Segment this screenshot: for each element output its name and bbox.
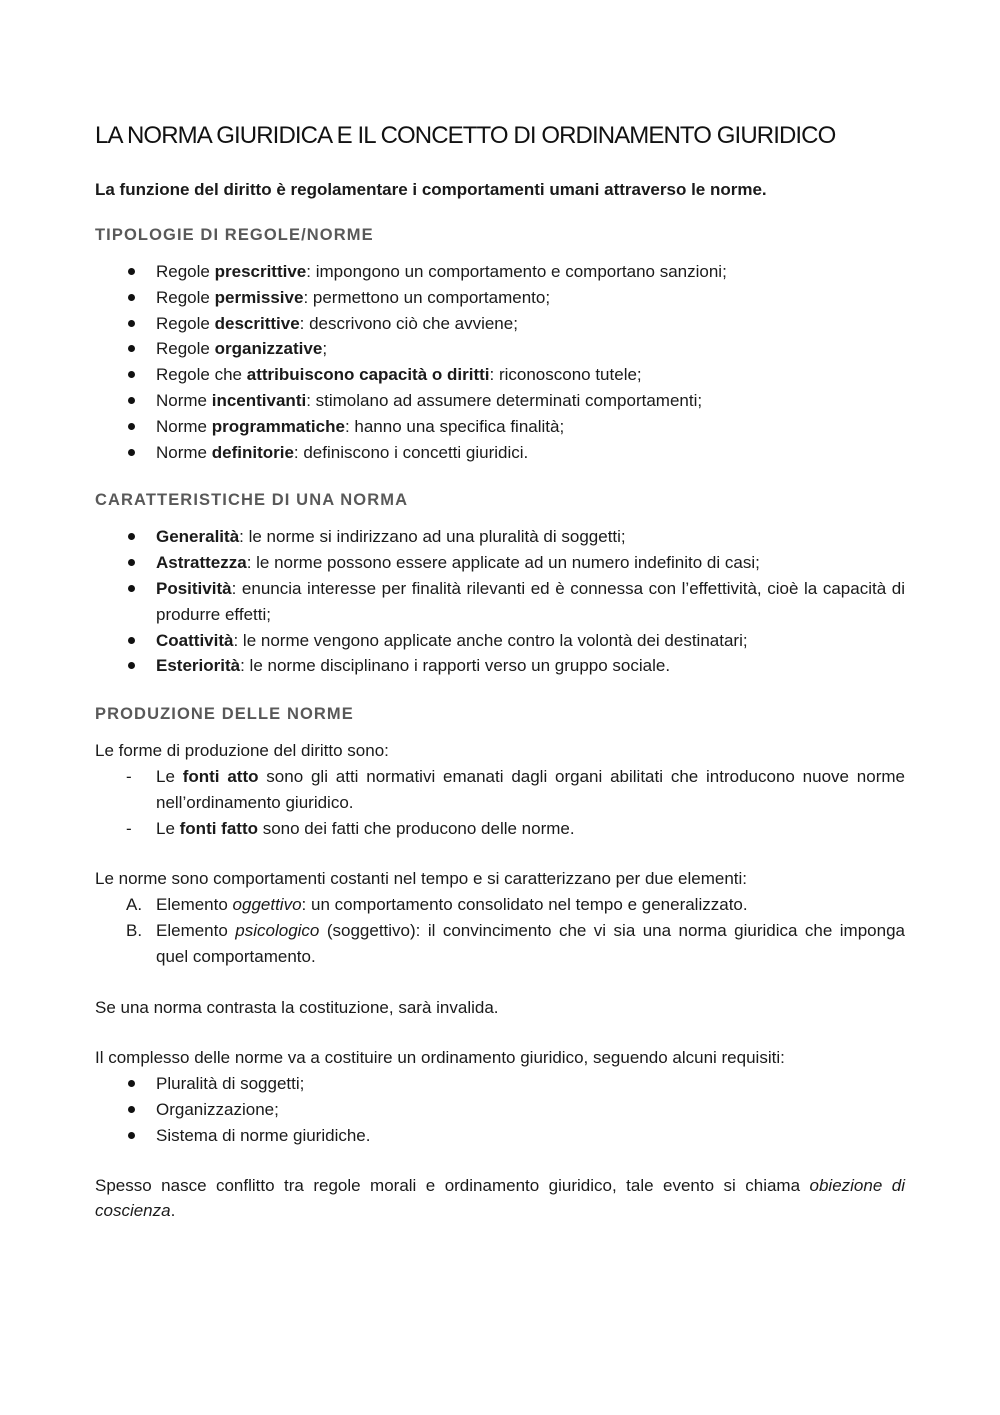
list-item: - Le fonti fatto sono dei fatti che producono delle norme. <box>95 816 905 842</box>
spacer <box>95 841 905 866</box>
caratteristiche-list <box>95 524 905 679</box>
section-heading-produzione: PRODUZIONE DELLE NORME <box>95 705 354 724</box>
customs-lead: Le norme sono comportamenti costanti nel tempo e si caratterizzano per due elementi: <box>95 869 748 889</box>
bullet-icon <box>128 1080 135 1087</box>
list-item: Regole descrittive: descrivono ciò che avviene; <box>95 311 905 337</box>
list-item: Sistema di norme giuridiche. <box>95 1123 905 1149</box>
list-item: Norme incentivanti: stimolano ad assumere determinati comportamenti; <box>95 388 905 414</box>
spacer <box>95 1020 905 1045</box>
dash-marker: - <box>126 766 132 786</box>
section-heading-caratteristiche: CARATTERISTICHE DI UNA NORMA <box>95 491 409 510</box>
bullet-icon <box>128 585 135 592</box>
spacer <box>95 970 905 995</box>
tipologie-list <box>95 259 905 465</box>
bullet-icon <box>128 423 135 430</box>
list-item: Organizzazione; <box>95 1097 905 1123</box>
elements-list <box>95 892 905 969</box>
dash-marker: - <box>126 818 132 838</box>
bullet-icon <box>128 637 135 644</box>
intro-statement: La funzione del diritto è regolamentare i comportamenti umani attraverso le norme. <box>95 180 767 199</box>
bullet-icon <box>128 371 135 378</box>
conflict-paragraph: Spesso nasce conflitto tra regole morali e ordinamento giuridico, tale evento si chiama obiezione di coscienza. <box>95 1175 905 1221</box>
list-item: Norme programmatiche: hanno una specifica finalità; <box>95 414 905 440</box>
document-title: LA NORMA GIURIDICA E IL CONCETTO DI ORDINAMENTO GIURIDICO <box>95 122 836 149</box>
bullet-icon <box>128 559 135 566</box>
ordinamento-lead: Il complesso delle norme va a costituire un ordinamento giuridico, seguendo alcuni requisiti: <box>95 1048 785 1068</box>
bullet-icon <box>128 1106 135 1113</box>
bullet-icon <box>128 449 135 456</box>
list-item: Pluralità di soggetti; <box>95 1071 905 1097</box>
list-item: Regole organizzative; <box>95 336 905 362</box>
list-item: Norme definitorie: definiscono i concetti giuridici. <box>95 440 905 466</box>
bullet-icon <box>128 320 135 327</box>
list-item: Generalità: le norme si indirizzano ad una pluralità di soggetti; <box>95 524 905 550</box>
letter-marker: A. <box>126 895 143 915</box>
constitution-note: Se una norma contrasta la costituzione, sarà invalida. <box>95 997 499 1017</box>
bullet-icon <box>128 268 135 275</box>
bullet-icon <box>128 662 135 669</box>
list-item: Regole che attribuiscono capacità o diritti: riconoscono tutele; <box>95 362 905 388</box>
letter-marker: B. <box>126 920 143 940</box>
bullet-icon <box>128 294 135 301</box>
bullet-icon <box>128 533 135 540</box>
sources-lead: Le forme di produzione del diritto sono: <box>95 741 389 761</box>
bullet-icon <box>128 397 135 404</box>
list-item: Esteriorità: le norme disciplinano i rapporti verso un gruppo sociale. <box>95 653 905 679</box>
list-item: Astrattezza: le norme possono essere applicate ad un numero indefinito di casi; <box>95 550 905 576</box>
list-item: Positività: enuncia interesse per finalità rilevanti ed è connessa con l’effettività, cioè la capacità di produrre effetti; <box>95 576 905 628</box>
list-item: B. Elemento psicologico (soggettivo): il convincimento che vi sia una norma giuridica che imponga quel comportamento. <box>95 918 905 970</box>
list-item: Regole permissive: permettono un comportamento; <box>95 285 905 311</box>
list-item: A. Elemento oggettivo: un comportamento consolidato nel tempo e generalizzato. <box>95 892 905 918</box>
section-heading-tipologie: TIPOLOGIE DI REGOLE/NORME <box>95 226 374 244</box>
list-item: - Le fonti atto sono gli atti normativi emanati dagli organi abilitati che introducono nuove norme nell’ordinamento giuridico. <box>95 764 905 816</box>
list-item: Coattività: le norme vengono applicate anche contro la volontà dei destinatari; <box>95 628 905 654</box>
requisites-list <box>95 1071 905 1148</box>
bullet-icon <box>128 345 135 352</box>
sources-list <box>95 764 905 841</box>
document-page <box>95 120 905 1224</box>
bullet-icon <box>128 1132 135 1139</box>
list-item: Regole prescrittive: impongono un comportamento e comportano sanzioni; <box>95 259 905 285</box>
